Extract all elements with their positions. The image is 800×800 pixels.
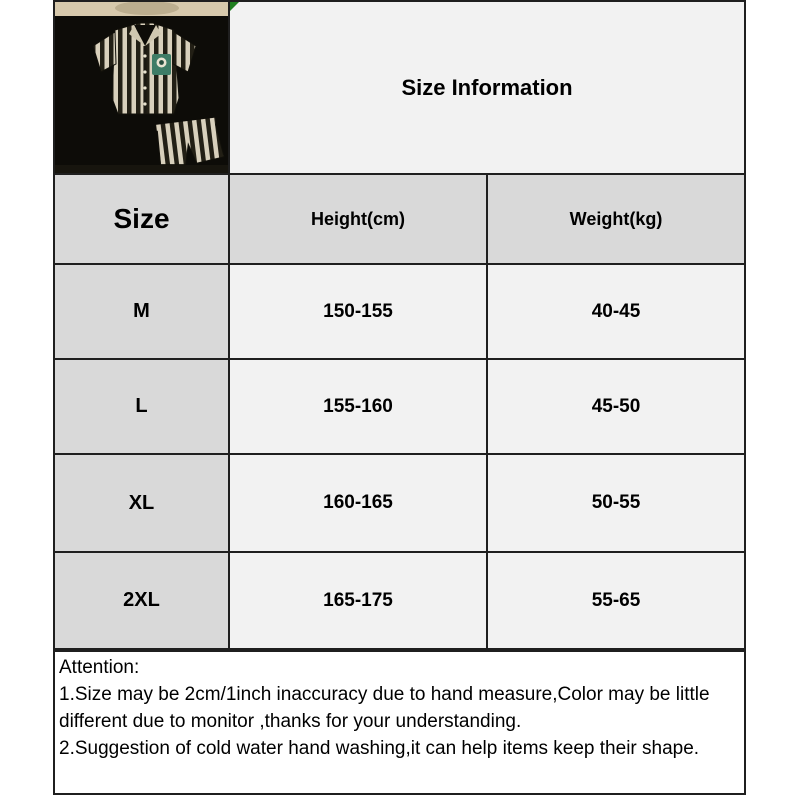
- row-m-weight-value: 40-45: [488, 265, 746, 360]
- pajama-set-illustration: [55, 2, 228, 173]
- row-l-height-value: 155-160: [230, 360, 488, 455]
- column-header-weight: Weight(kg): [488, 175, 746, 265]
- row-2xl-size-label: 2XL: [55, 553, 230, 650]
- size-table: [53, 0, 746, 650]
- row-m-size-label: M: [55, 265, 230, 360]
- attention-line-1: 1.Size may be 2cm/1inch inaccuracy due to hand measure,Color may be little: [59, 684, 710, 705]
- page-title: Size Information: [401, 74, 573, 100]
- row-xl-size-label: XL: [55, 455, 230, 553]
- row-xl-weight-value: 50-55: [488, 455, 746, 553]
- column-header-height: Height(cm): [230, 175, 488, 265]
- row-l-weight-value: 45-50: [488, 360, 746, 455]
- cell-flag-triangle-icon: [230, 2, 239, 11]
- attention-note-box: [53, 650, 746, 795]
- row-xl-height-value: 160-165: [230, 455, 488, 553]
- column-header-size: Size: [55, 175, 230, 265]
- size-information-title-cell: [230, 2, 746, 175]
- product-photo: [55, 2, 230, 175]
- attention-line-2: different due to monitor ,thanks for your understanding.: [59, 711, 522, 732]
- row-2xl-height-value: 165-175: [230, 553, 488, 650]
- row-2xl-weight-value: 55-65: [488, 553, 746, 650]
- attention-heading: Attention:: [59, 657, 140, 678]
- attention-line-3: 2.Suggestion of cold water hand washing,it can help items keep their shape.: [59, 738, 700, 759]
- row-l-size-label: L: [55, 360, 230, 455]
- row-m-height-value: 150-155: [230, 265, 488, 360]
